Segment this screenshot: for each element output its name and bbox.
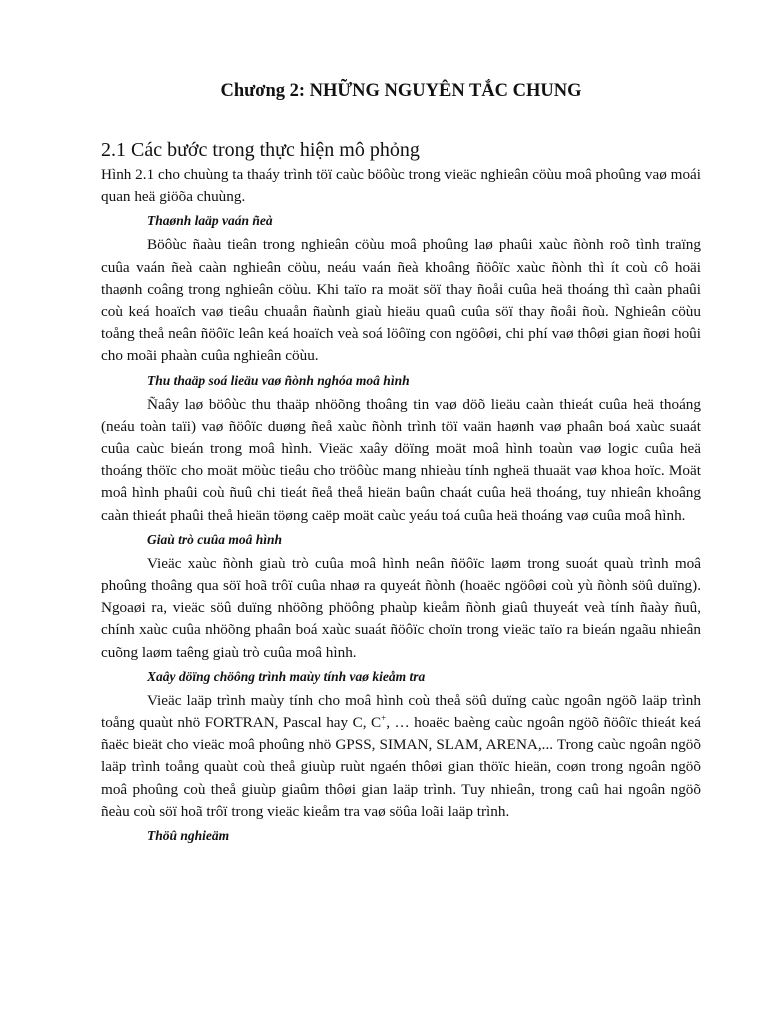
programming-text-part-1: Vieäc laäp trình maùy tính cho moâ hình coù theå söû duïng caùc ngoân ngöõ laäp trình toång quaùt nhö FORTRAN, Pascal hay C, C <box>101 691 701 732</box>
paragraph-problem-formulation: Böôùc ñaàu tieân trong nghieân cöùu moâ phoûng laø phaûi xaùc ñònh roõ tình traïng cuûa vaán ñeà caàn nghieân cöùu, neáu vaán ñeà khoâng ñöôïc xaùc ñònh thì ít coù cô hoäi thaønh coâng trong nghieân cöùu. Khi taïo ra moät söï thay ñoåi cuûa heä thoáng thì caàn phaûi coù keá hoaïch vaø tieâu chuaån ñaùnh giaù hieäu quaû cuûa söï thay ñoåi ñoù. Nghieân cöùu toång theå neân ñöôïc leân keá hoaïch veà soá löôïng con ngöôøi, chi phí vaø thôøi gian ñoøi hoûi cho moãi phaàn cuûa nghieân cöùu. <box>101 236 701 365</box>
paragraph-programming <box>101 690 701 823</box>
superscript-plus: + <box>381 713 387 723</box>
subheading-data-collection: Thu thaäp soá lieäu vaø ñònh nghóa moâ hình <box>147 372 410 388</box>
subheading-programming: Xaây döïng chöông trình maùy tính vaø kieåm tra <box>147 668 426 684</box>
subheading-experimentation: Thöû nghieäm <box>147 828 230 844</box>
subheading-problem-formulation: Thaønh laäp vaán ñeà <box>147 213 273 229</box>
document-body <box>101 164 701 849</box>
paragraph-model-validity: Vieäc xaùc ñònh giaù trò cuûa moâ hình neân ñöôïc laøm trong suoát quaù trình moâ phoûng thoâng qua söï hoã trôï cuûa nhaø ra quyeát ñònh (hoaëc ngöôøi coù yù ñònh söû duïng). Ngoaøi ra, vieäc söû duïng nhöõng phöông phaùp kieåm ñònh giaû thuyeát veà tính ñaày ñuû, chính xaùc cuûa nhöõng phaân boá xaùc suaát ñöôïc choïn trong vieäc taïo ra bieán ngaãu nhieân cuõng laøm taêng giaù trò cuûa moâ hình. <box>101 554 701 661</box>
paragraph-data-collection: Ñaây laø böôùc thu thaäp nhöõng thoâng tin vaø döõ lieäu caàn thieát cuûa heä thoáng (neáu toàn taïi) vaø ñöôïc duøng ñeå xaùc ñònh trình töï vaän haønh vaø phaân boá xaùc suaát cuûa caùc bieán trong moâ hình. Vieäc xaây döïng moät moâ hình toaùn vaø logic cuûa heä thoáng thöïc cho moät möùc tieâu cho tröôùc mang nhieàu tính ngheä thuaät vaø khoa hoïc. Moät moâ hình phaûi coù ñuû chi tieát ñeå theå hieän baûn chaát cuûa heä thoáng, tuy nhieân khoâng caàn thieát phaûi theå hieän töøng caëp moät caùc yeáu toá cuûa heä thoáng vaø cuûa moâ hình. <box>101 395 701 524</box>
programming-text-part-2: , … hoaëc baèng caùc ngoân ngöõ ñöôïc thieát keá ñaëc bieät cho vieäc moâ phoûng nhö GPSS, SIMAN, SLAM, ARENA,... Trong caùc ngoân ngöõ laäp trình toång quaùt coù theå giuùp ruùt ngaén thôøi gian thöïc hieän, coøn trong ngoân ngöõ moâ phoûng coù theå giuùp giaûm thôøi gian laäp trình. Tuy nhieân, trong caû hai ngoân ngöõ ñeàu coù söï hoã trôï trong vieäc kieåm tra vaø söûa loãi laäp trình. <box>101 714 701 820</box>
subheading-model-validity: Giaù trò cuûa moâ hình <box>147 531 283 547</box>
chapter-title: Chương 2: NHỮNG NGUYÊN TẮC CHUNG <box>220 81 582 101</box>
intro-paragraph: Hình 2.1 cho chuùng ta thaáy trình töï caùc böôùc trong vieäc nghieân cöùu moâ phoûng vaø moái quan heä giöõa chuùng. <box>101 166 701 206</box>
section-heading: 2.1 Các bước trong thực hiện mô phỏng <box>101 139 420 161</box>
